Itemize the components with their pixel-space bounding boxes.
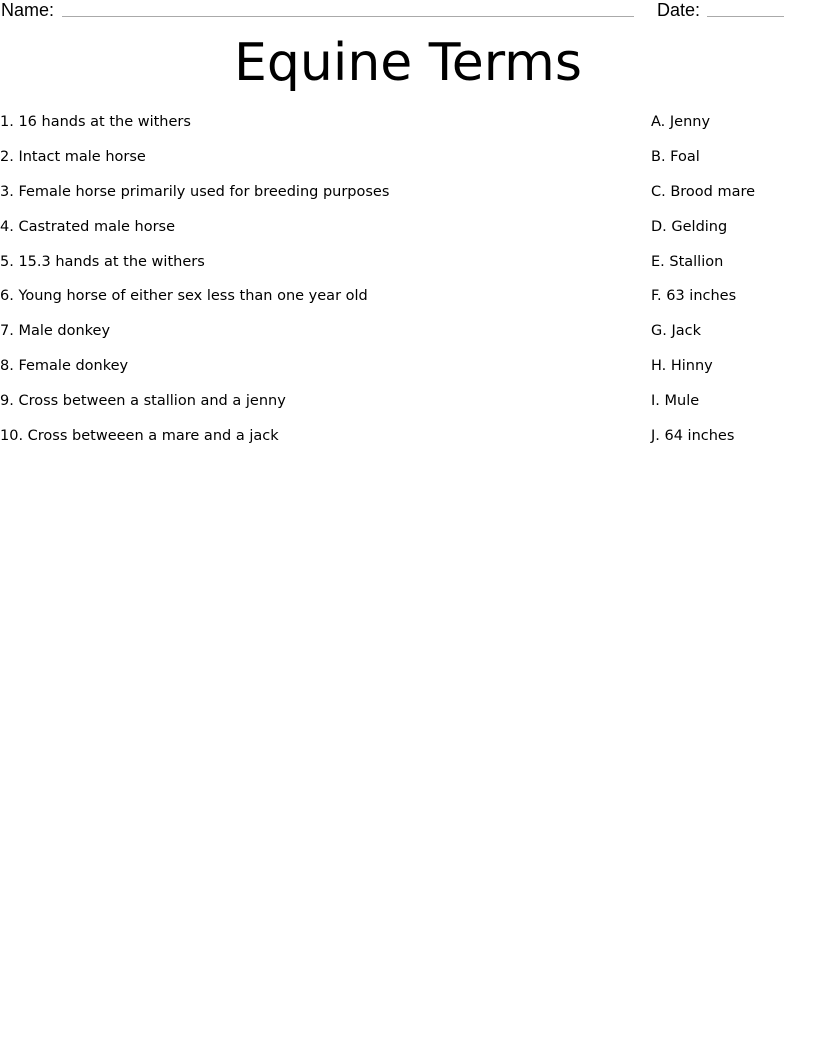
- answer-item: G. Jack: [651, 323, 701, 340]
- answer-item: A. Jenny: [651, 114, 711, 130]
- answer-item: I. Mule: [651, 393, 700, 410]
- clue-item: 10. Cross betweeen a mare and a jack: [0, 428, 279, 445]
- page-title: Equine Terms: [234, 33, 582, 93]
- clue-item: 7. Male donkey: [0, 323, 111, 340]
- name-label: Name:: [1, 0, 55, 20]
- clue-item: 8. Female donkey: [0, 358, 129, 375]
- header-row: [0, 0, 816, 22]
- answer-item: C. Brood mare: [651, 183, 756, 200]
- answer-item: H. Hinny: [651, 358, 713, 375]
- clue-item: 4. Castrated male horse: [0, 218, 176, 235]
- clue-item: 3. Female horse primarily used for breeding purposes: [0, 183, 390, 200]
- clue-item: 6. Young horse of either sex less than one year old: [0, 288, 368, 305]
- answer-item: J. 64 inches: [651, 428, 735, 445]
- answer-item: F. 63 inches: [651, 288, 737, 305]
- answer-item: D. Gelding: [651, 218, 728, 235]
- date-field[interactable]: [707, 16, 784, 17]
- clue-list: [0, 111, 620, 460]
- name-field[interactable]: [62, 16, 634, 17]
- answer-item: B. Foal: [651, 148, 700, 165]
- clue-item: 1. 16 hands at the withers: [0, 114, 191, 130]
- answer-list: [651, 111, 811, 460]
- clue-item: 9. Cross between a stallion and a jenny: [0, 393, 286, 410]
- clue-item: 5. 15.3 hands at the withers: [0, 253, 205, 270]
- clue-item: 2. Intact male horse: [0, 148, 146, 165]
- answer-item: E. Stallion: [651, 253, 724, 270]
- date-label: Date:: [657, 0, 701, 20]
